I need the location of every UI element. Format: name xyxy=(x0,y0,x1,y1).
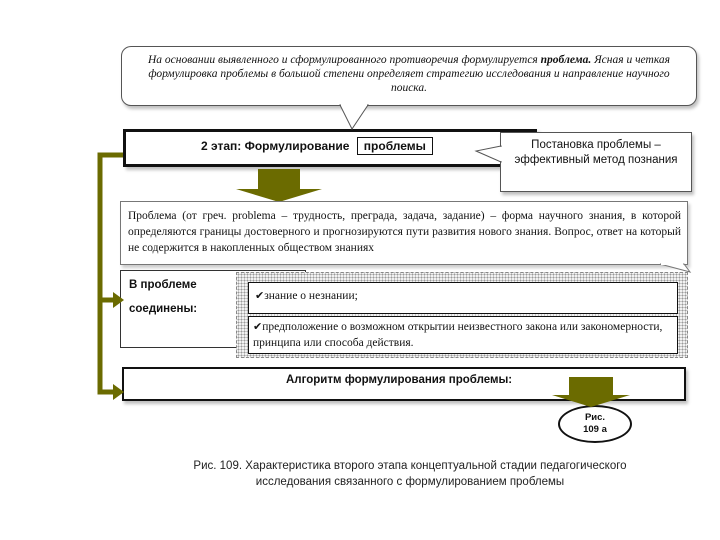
item-knowledge-of-ignorance xyxy=(248,282,678,314)
top-callout-text-before: На основании выявленного и сформулированного противоречия формулируется xyxy=(147,54,541,66)
figure-ref-line1: Рис. xyxy=(584,412,606,423)
item-text: знание о незнании; xyxy=(264,290,358,302)
combined-line1: В проблеме xyxy=(129,279,197,291)
algorithm-box xyxy=(122,367,686,401)
algorithm-label: Алгоритм формулирования проблемы: xyxy=(286,374,513,386)
stage-boxed-word: проблемы xyxy=(357,137,433,155)
combined-line2: соединены: xyxy=(129,303,198,315)
figure-ref-circle xyxy=(558,405,632,443)
side-callout: Постановка проблемы – эффективный метод познания xyxy=(500,132,692,192)
checkmark-icon: ✔ xyxy=(253,320,263,333)
caption-line1: Рис. 109. Характеристика второго этапа концептуальной стадии педагогического xyxy=(193,460,627,472)
top-callout xyxy=(121,46,697,106)
item-text: предположение о возможном открытии неизвестного закона или закономерности, принципа или способа действия. xyxy=(253,321,663,349)
top-callout-text-after: Ясная и четкая формулировка проблемы в большой степени определяет стратегию исследования и направление научного поиска. xyxy=(148,54,671,94)
definition-pointer xyxy=(660,264,690,272)
top-callout-bold-word: проблема. xyxy=(540,54,592,66)
figure-caption xyxy=(150,458,670,490)
caption-line2: исследования связанного с формулированием проблемы xyxy=(255,476,565,488)
stage-prefix: 2 этап: Формулирование xyxy=(201,139,350,153)
stage-box xyxy=(123,129,537,167)
top-callout-pointer xyxy=(340,105,368,129)
checkmark-icon: ✔ xyxy=(255,289,265,302)
figure-ref-line2: 109 а xyxy=(583,424,607,435)
stage-label xyxy=(201,139,433,153)
definition-box: Проблема (от греч. problema – трудность, преграда, задача, задание) – форма научного знания, в которой определяются границы достоверного и прогнозируются пути развития нового знания. Вопрос, ответ на который не содержится в накопленных обществом знаниях xyxy=(120,201,688,265)
item-assumption xyxy=(248,316,678,354)
down-arrow-shaft xyxy=(258,169,300,189)
